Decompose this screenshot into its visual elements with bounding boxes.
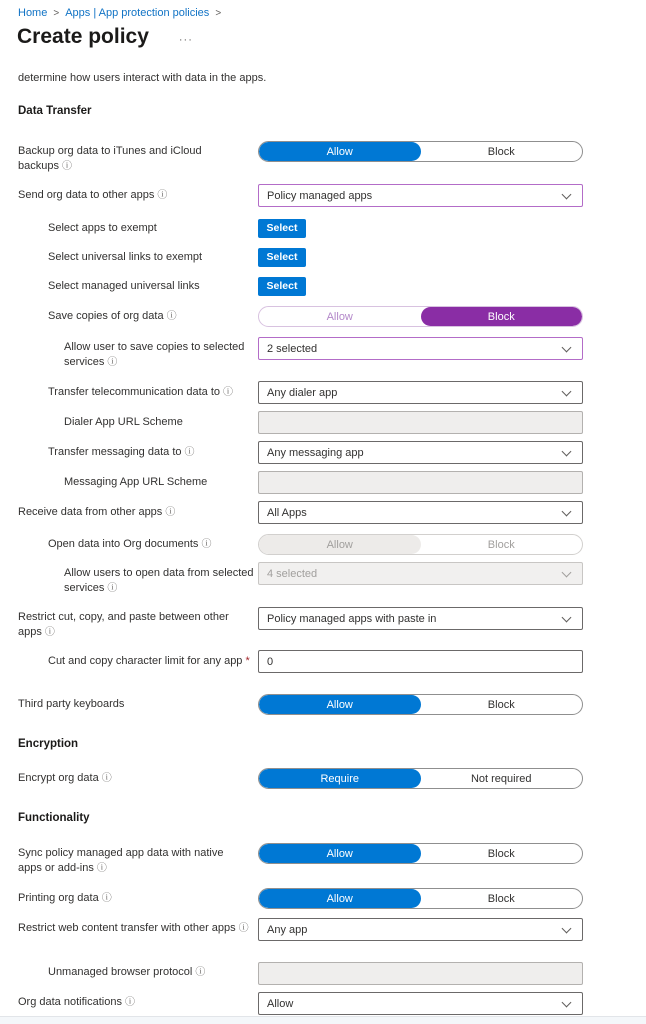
bottom-divider	[0, 1016, 646, 1024]
dropdown-transfer-telecom[interactable]	[258, 381, 583, 404]
field-label-save-services: Allow user to save copies to selected services ⓘ	[64, 341, 245, 368]
dropdown-value: 4 selected	[267, 567, 318, 580]
page-title: Create policy	[17, 25, 149, 48]
dropdown-value: All Apps	[267, 506, 307, 519]
messaging-url-input	[258, 471, 583, 494]
info-icon[interactable]: ⓘ	[124, 997, 135, 1008]
chevron-down-icon	[562, 924, 572, 934]
field-label-dialer-url: Dialer App URL Scheme	[64, 416, 183, 428]
dropdown-restrict-paste[interactable]	[258, 607, 583, 630]
info-icon[interactable]: ⓘ	[157, 190, 168, 201]
intro-text: determine how users interact with data in the apps.	[18, 72, 267, 84]
info-icon[interactable]: ⓘ	[44, 627, 55, 638]
field-label-save-copies: Save copies of org data ⓘ	[48, 310, 177, 322]
dialer-url-input	[258, 411, 583, 434]
dropdown-value: Any app	[267, 923, 308, 936]
section-functionality: Functionality	[18, 812, 90, 824]
breadcrumb-separator: >	[53, 7, 60, 19]
section-data-transfer: Data Transfer	[18, 105, 92, 117]
field-label-select-universal: Select universal links to exempt	[48, 251, 203, 263]
dropdown-transfer-messaging[interactable]	[258, 441, 583, 464]
toggle-option-block[interactable]: Block	[421, 307, 583, 326]
toggle-option-block[interactable]: Block	[487, 892, 515, 905]
field-label-backup: Backup org data to iTunes and iCloud backups ⓘ	[18, 145, 202, 172]
dropdown-web-transfer[interactable]	[258, 918, 583, 941]
field-label-transfer-telecom: Transfer telecommunication data to ⓘ	[48, 386, 234, 398]
toggle-third-party-keyboards	[258, 694, 583, 715]
info-icon[interactable]: ⓘ	[61, 161, 72, 172]
dropdown-value: Policy managed apps	[267, 189, 373, 202]
info-icon[interactable]: ⓘ	[201, 539, 212, 550]
more-menu-icon[interactable]: ···	[178, 34, 193, 46]
field-label-printing: Printing org data ⓘ	[18, 892, 112, 904]
char-limit-input[interactable]	[258, 650, 583, 673]
dropdown-notifications[interactable]	[258, 992, 583, 1015]
breadcrumb-app-protection-policies[interactable]: Apps | App protection policies	[65, 7, 210, 19]
toggle-option-block[interactable]: Block	[487, 145, 515, 158]
select-apps-button[interactable]: Select	[258, 219, 306, 238]
chevron-down-icon	[562, 998, 572, 1008]
info-icon[interactable]: ⓘ	[96, 863, 107, 874]
toggle-option-allow[interactable]: Allow	[259, 695, 421, 714]
field-label-open-data: Open data into Org documents ⓘ	[48, 538, 212, 550]
toggle-open-data	[258, 534, 583, 555]
chevron-down-icon	[562, 190, 572, 200]
toggle-option-allow[interactable]: Allow	[326, 310, 353, 323]
dropdown-value: Policy managed apps with paste in	[267, 612, 437, 625]
dropdown-value: Any messaging app	[267, 446, 364, 459]
info-icon[interactable]: ⓘ	[101, 773, 112, 784]
field-label-notifications: Org data notifications ⓘ	[18, 996, 135, 1008]
toggle-option-allow[interactable]: Allow	[259, 844, 421, 863]
info-icon[interactable]: ⓘ	[107, 583, 118, 594]
info-icon[interactable]: ⓘ	[223, 387, 234, 398]
section-encryption: Encryption	[18, 738, 79, 750]
select-universal-links-button[interactable]: Select	[258, 248, 306, 267]
toggle-sync-native	[258, 843, 583, 864]
field-label-select-apps: Select apps to exempt	[48, 222, 157, 234]
field-label-transfer-messaging: Transfer messaging data to ⓘ	[48, 446, 195, 458]
field-label-select-managed: Select managed universal links	[48, 280, 200, 292]
field-label-keyboards: Third party keyboards	[18, 698, 125, 710]
breadcrumb	[18, 7, 221, 19]
toggle-backup-org-data	[258, 141, 583, 162]
chevron-down-icon	[562, 613, 572, 623]
info-icon[interactable]: ⓘ	[184, 447, 195, 458]
field-label-open-services: Allow users to open data from selected services ⓘ	[64, 567, 254, 594]
field-label-encrypt: Encrypt org data ⓘ	[18, 772, 112, 784]
toggle-option-block[interactable]: Block	[487, 847, 515, 860]
field-label-messaging-url: Messaging App URL Scheme	[64, 476, 208, 488]
field-label-restrict-paste: Restrict cut, copy, and paste between other apps ⓘ	[18, 611, 229, 638]
info-icon[interactable]: ⓘ	[101, 893, 112, 904]
dropdown-save-services[interactable]	[258, 337, 583, 360]
field-label-web-transfer: Restrict web content transfer with other apps ⓘ	[18, 922, 249, 934]
toggle-encrypt-org-data	[258, 768, 583, 789]
info-icon[interactable]: ⓘ	[195, 967, 206, 978]
chevron-down-icon	[562, 447, 572, 457]
field-label-receive-data: Receive data from other apps ⓘ	[18, 506, 176, 518]
dropdown-receive-data[interactable]	[258, 501, 583, 524]
info-icon[interactable]: ⓘ	[165, 507, 176, 518]
info-icon[interactable]: ⓘ	[107, 357, 118, 368]
toggle-option-require[interactable]: Require	[259, 769, 421, 788]
toggle-option-block: Block	[487, 538, 515, 551]
select-managed-links-button[interactable]: Select	[258, 277, 306, 296]
toggle-option-not-required[interactable]: Not required	[470, 772, 532, 785]
toggle-option-allow: Allow	[259, 535, 421, 554]
chevron-down-icon	[562, 387, 572, 397]
dropdown-value: Any dialer app	[267, 386, 338, 399]
field-label-browser-protocol: Unmanaged browser protocol ⓘ	[48, 966, 206, 978]
dropdown-open-services	[258, 562, 583, 585]
field-label-char-limit: Cut and copy character limit for any app *	[48, 655, 250, 667]
breadcrumb-home[interactable]: Home	[18, 7, 48, 19]
info-icon[interactable]: ⓘ	[238, 923, 249, 934]
chevron-down-icon	[562, 507, 572, 517]
toggle-option-allow[interactable]: Allow	[259, 889, 421, 908]
breadcrumb-separator: >	[215, 7, 222, 19]
required-asterisk: *	[245, 655, 250, 667]
dropdown-send-org-data[interactable]	[258, 184, 583, 207]
toggle-save-copies	[258, 306, 583, 327]
chevron-down-icon	[562, 343, 572, 353]
field-label-send-org: Send org data to other apps ⓘ	[18, 189, 168, 201]
info-icon[interactable]: ⓘ	[166, 311, 177, 322]
page-header	[17, 25, 193, 49]
dropdown-value: Allow	[267, 997, 294, 1010]
toggle-option-block[interactable]: Block	[487, 698, 515, 711]
field-label-sync-native: Sync policy managed app data with native apps or add-ins ⓘ	[18, 847, 224, 874]
browser-protocol-input	[258, 962, 583, 985]
chevron-down-icon	[562, 568, 572, 578]
toggle-printing	[258, 888, 583, 909]
toggle-option-allow[interactable]: Allow	[259, 142, 421, 161]
dropdown-value: 2 selected	[267, 342, 318, 355]
